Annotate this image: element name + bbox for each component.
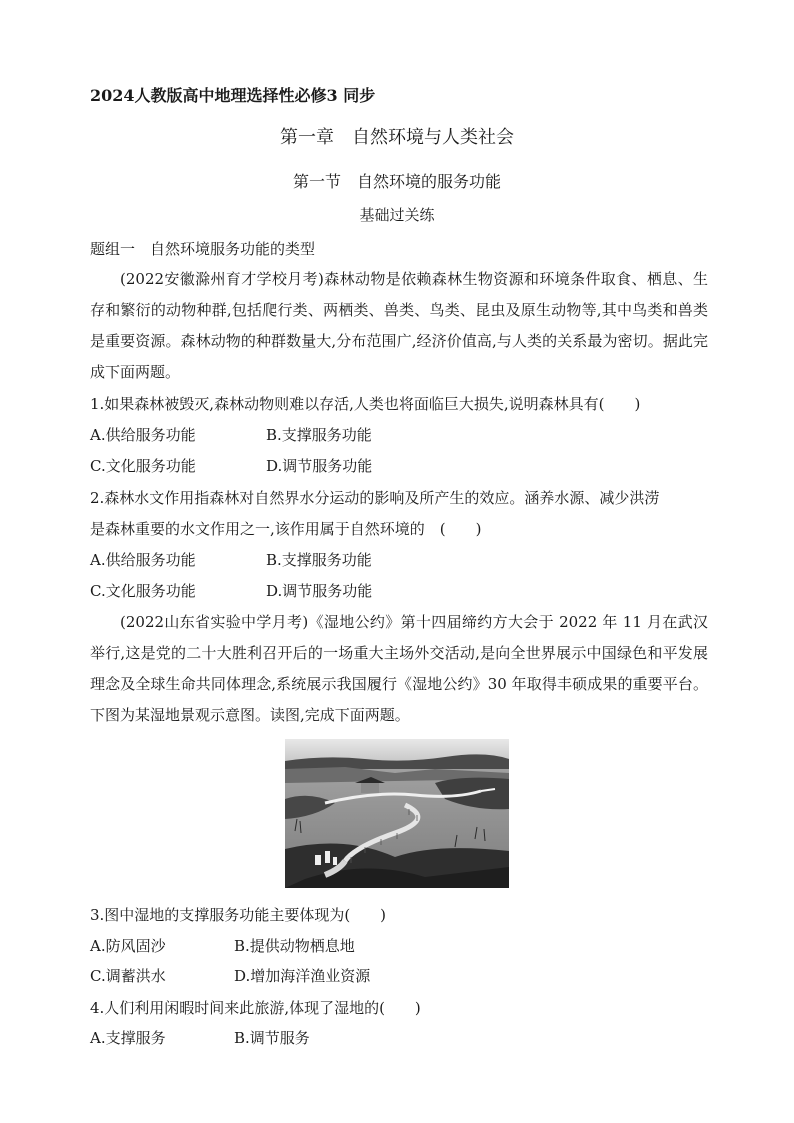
question-3-option-a: A.防风固沙 bbox=[90, 937, 166, 955]
question-2-option-b: B.支撑服务功能 bbox=[266, 551, 372, 569]
question-2-option-a: A.供给服务功能 bbox=[90, 551, 196, 569]
section-title: 第一节 自然环境的服务功能 bbox=[292, 172, 501, 191]
question-2-stem-line1: 2.森林水文作用指森林对自然界水分运动的影响及所产生的效应。涵养水源、减少洪涝 bbox=[90, 489, 660, 507]
passage-wetland-convention: (2022山东省实验中学月考)《湿地公约》第十四届缔约方大会于 2022 年 11 月在武汉举行,这是党的二十大胜利召开后的一场重大主场外交活动,是向全世界展示中国绿色和平发展理念及全球生命共同体理念,系统展示我国履行《湿地公约》30 年取得丰硕成果的重要平台。下图为某湿地景观示意图。读图,完成下面两题。 bbox=[90, 613, 708, 724]
question-4-stem: 4.人们利用闲暇时间来此旅游,体现了湿地的( ) bbox=[90, 999, 421, 1017]
question-1-option-a: A.供给服务功能 bbox=[90, 426, 196, 444]
wetland-photo bbox=[285, 739, 509, 888]
question-2-stem-line2: 是森林重要的水文作用之一,该作用属于自然环境的 ( ) bbox=[90, 520, 482, 538]
question-2-option-d: D.调节服务功能 bbox=[266, 582, 373, 600]
question-3-option-d: D.增加海洋渔业资源 bbox=[234, 967, 371, 985]
question-1-stem: 1.如果森林被毁灭,森林动物则难以存活,人类也将面临巨大损失,说明森林具有( ) bbox=[90, 395, 641, 413]
passage-forest-animals: (2022安徽滁州育才学校月考)森林动物是依赖森林生物资源和环境条件取食、栖息、生存和繁衍的动物种群,包括爬行类、两栖类、兽类、鸟类、昆虫及原生动物等,其中鸟类和兽类是重要资源。森林动物的种群数量大,分布范围广,经济价值高,与人类的关系最为密切。据此完成下面两题。 bbox=[90, 270, 708, 381]
question-3-stem: 3.图中湿地的支撑服务功能主要体现为( ) bbox=[90, 906, 387, 924]
question-2-option-c: C.文化服务功能 bbox=[90, 582, 196, 600]
document-header: 2024人教版高中地理选择性必修3 同步 bbox=[90, 86, 376, 105]
question-group-title: 题组一 自然环境服务功能的类型 bbox=[90, 240, 316, 258]
chapter-title: 第一章 自然环境与人类社会 bbox=[280, 127, 514, 148]
question-1-option-d: D.调节服务功能 bbox=[266, 457, 373, 475]
question-3-option-c: C.调蓄洪水 bbox=[90, 967, 166, 985]
question-1-option-b: B.支撑服务功能 bbox=[266, 426, 372, 444]
question-4-option-b: B.调节服务 bbox=[234, 1029, 310, 1047]
question-1-option-c: C.文化服务功能 bbox=[90, 457, 196, 475]
practice-title: 基础过关练 bbox=[359, 206, 435, 224]
question-4-option-a: A.支撑服务 bbox=[90, 1029, 166, 1047]
question-3-option-b: B.提供动物栖息地 bbox=[234, 937, 355, 955]
